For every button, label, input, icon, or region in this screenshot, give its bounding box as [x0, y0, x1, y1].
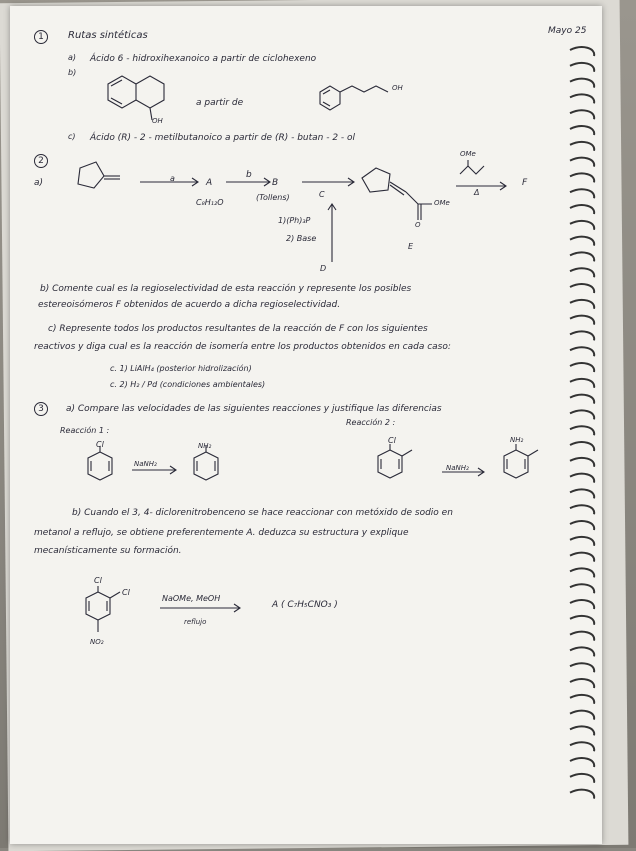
item-3b-line1: b) Cuando el 3, 4- diclorenitrobenceno se hace reaccionar con metóxido de sodio en [72, 508, 453, 518]
section-3-number: 3 [34, 402, 48, 416]
oh-label-right: OH [392, 84, 403, 92]
item-2b-line2: estereoisómeros F obtenidos de acuerdo a dicha regioselectividad. [38, 300, 341, 310]
reagent-1: 1)(Ph)₃P [278, 216, 311, 225]
cl-label-r2: Cl [388, 436, 396, 445]
arrow-3b [160, 604, 250, 614]
tetralin-structure [96, 76, 176, 126]
spiral-loop [570, 142, 594, 151]
spiral-binding [568, 46, 598, 806]
compound-A: A [206, 178, 213, 188]
spiral-loop [570, 505, 594, 514]
spiral-loop [570, 474, 594, 483]
spiral-loop [570, 411, 594, 420]
spiral-loop [570, 584, 594, 593]
spiral-loop [570, 521, 594, 530]
item-2b-line1: b) Comente cual es la regioselectividad de esta reacción y represente los posibles [40, 284, 412, 294]
compound-E: E [408, 242, 414, 251]
item-1b-label: b) [68, 68, 77, 77]
spiral-loop [570, 774, 594, 783]
phenylbutanol-structure [314, 82, 404, 118]
reagent-2: 2) Base [286, 234, 317, 243]
spiral-loop [570, 490, 594, 499]
compound-D: D [320, 264, 327, 273]
spiral-loop [570, 347, 594, 356]
nanh2-reagent-r2: NaNH₂ [446, 464, 469, 472]
spiral-loop [570, 363, 594, 372]
compound-C: C [319, 190, 325, 199]
spiral-loop [570, 426, 594, 435]
item-2c2: c. 2) H₂ / Pd (condiciones ambientales) [110, 380, 266, 389]
date-label: Mayo 25 [548, 26, 587, 36]
nanh2-reagent-r1: NaNH₂ [134, 460, 157, 468]
spiral-loop [570, 95, 594, 104]
cl-label-b: Cl [122, 588, 130, 597]
spiral-loop [570, 63, 594, 72]
spiral-loop [570, 711, 594, 720]
spiral-loop [570, 758, 594, 767]
spiral-loop [570, 695, 594, 704]
spiral-loop [570, 632, 594, 641]
diene-structure [456, 158, 516, 198]
item-2c1: c. 1) LiAlH₄ (posterior hidrolización) [110, 364, 252, 373]
spiral-loop [570, 79, 594, 88]
no2-label: NO₂ [90, 638, 104, 646]
spiral-loop [570, 790, 594, 799]
ester-ome-label: OMe [434, 199, 450, 207]
item-2c-line1: c) Represente todos los productos resultantes de la reacción de F con los siguientes [48, 324, 428, 334]
spiral-loop [570, 742, 594, 751]
spiral-loop [570, 663, 594, 672]
spiral-loop [570, 253, 594, 262]
compound-A-formula: C₈H₁₂O [196, 198, 224, 207]
spiral-loop [570, 600, 594, 609]
spiral-loop [570, 174, 594, 183]
spiral-loop [570, 616, 594, 625]
product-A: A ( C₇H₅CNO₃ ) [272, 600, 338, 610]
dichloronitrobenzene-structure [78, 586, 138, 646]
item-1a-text: Ácido 6 - hidroxihexanoico a partir de ciclohexeno [90, 54, 317, 64]
item-3b-line3: mecanísticamente su formación. [34, 546, 182, 556]
nh2-label-r2: NH₂ [510, 436, 524, 444]
reagent-naome: NaOMe, MeOH [162, 594, 221, 603]
spiral-loop [570, 458, 594, 467]
item-2a-label: a) [34, 178, 44, 188]
spiral-loop [570, 126, 594, 135]
spiral-loop [570, 158, 594, 167]
reaction-2-label: Reacción 2 : [346, 418, 396, 427]
cl-label-r1: Cl [96, 440, 104, 449]
carbonyl-o-label: O [415, 221, 421, 229]
heat-delta: Δ [474, 188, 480, 197]
spiral-loop [570, 284, 594, 293]
spiral-loop [570, 268, 594, 277]
section-1-title: Rutas sintéticas [68, 30, 148, 41]
spiral-loop [570, 332, 594, 341]
item-1c-text: Ácido (R) - 2 - metilbutanoico a partir de (R) - butan - 2 - ol [90, 133, 356, 143]
compound-B-note: (Tollens) [256, 193, 290, 202]
reaction-1-label: Reacción 1 : [60, 426, 110, 435]
spiral-loop [570, 553, 594, 562]
item-1a-label: a) [68, 53, 77, 62]
condition-reflux: reflujo [184, 618, 207, 626]
spiral-loop [570, 679, 594, 688]
spiral-loop [570, 395, 594, 404]
section-1-number: 1 [34, 30, 48, 44]
spiral-loop [570, 300, 594, 309]
reaction-scheme-2a [70, 158, 370, 278]
cl-label-a: Cl [94, 576, 102, 585]
compound-F: F [522, 178, 528, 188]
spiral-loop [570, 442, 594, 451]
item-3b-line2: metanol a reflujo, se obtiene preferentemente A. deduzca su estructura y explique [34, 528, 409, 538]
item-3a-text: a) Compare las velocidades de las siguientes reacciones y justifique las diferencias [66, 404, 442, 414]
spiral-loop [570, 205, 594, 214]
spiral-loop [570, 379, 594, 388]
compound-B: B [272, 178, 279, 188]
reaction-1-scheme [76, 450, 246, 494]
oh-label-left: OH [152, 117, 163, 125]
spiral-loop [570, 569, 594, 578]
notebook-page [10, 6, 602, 844]
spiral-loop [570, 316, 594, 325]
spiral-loop [570, 727, 594, 736]
item-2c-line2: reactivos y diga cual es la reacción de isomería entre los productos obtenidos en cada caso: [34, 342, 451, 352]
arrow-b-label: b [246, 170, 252, 180]
nh2-label-r1: NH₂ [198, 442, 212, 450]
spiral-loop [570, 189, 594, 198]
spiral-loop [570, 237, 594, 246]
section-2-number: 2 [34, 154, 48, 168]
diene-ome-label: OMe [460, 150, 476, 158]
spiral-loop [570, 537, 594, 546]
item-1c-label: c) [68, 132, 76, 141]
spiral-loop [570, 47, 594, 56]
spiral-loop [570, 648, 594, 657]
spiral-loop [570, 110, 594, 119]
item-1b-text: a partir de [196, 98, 244, 108]
spiral-loop [570, 221, 594, 230]
arrow-a-label: a [170, 174, 175, 183]
